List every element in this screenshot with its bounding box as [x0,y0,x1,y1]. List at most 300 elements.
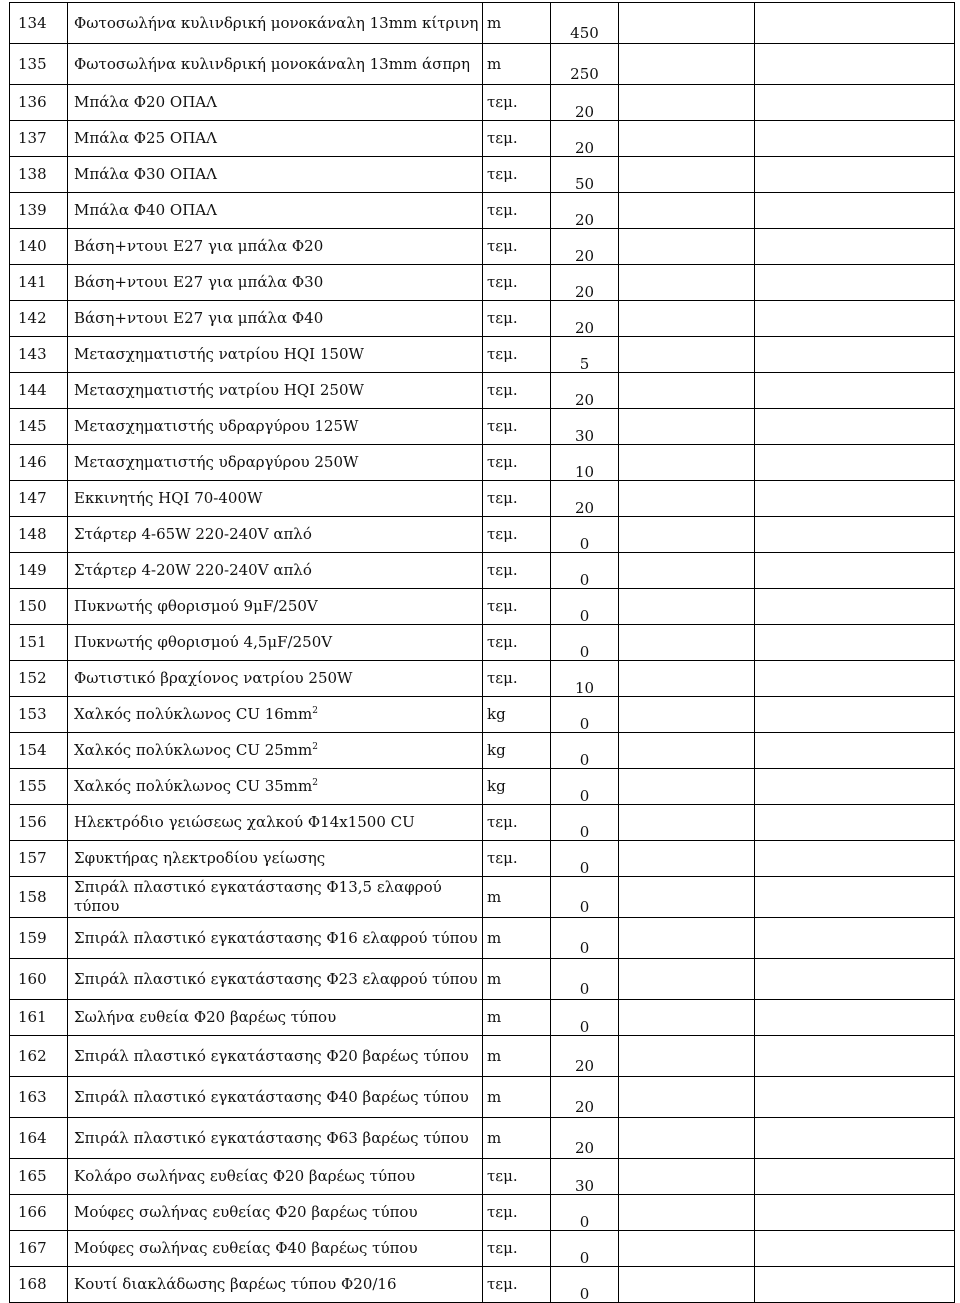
item-description [68,918,483,959]
item-unit: τεμ. [483,517,551,553]
item-description-text: Βάση+ντουι Ε27 για μπάλα Φ40 [74,309,324,327]
empty-cell-unit-price [619,481,755,517]
empty-cell-unit-price [619,1267,755,1303]
item-description [68,1118,483,1159]
row-number: 145 [10,409,68,445]
item-quantity [551,337,619,373]
item-description [68,697,483,733]
item-quantity-value: 10 [574,463,595,481]
item-description-text: Εκκινητής HQI 70-400W [74,489,263,507]
item-unit: τεμ. [483,301,551,337]
item-quantity [551,1000,619,1036]
empty-cell-total [755,265,955,301]
item-description-text: Χαλκός πολύκλωνος CU 25mm [74,741,313,759]
row-number: 166 [10,1195,68,1231]
empty-cell-total [755,121,955,157]
item-description-text: Βάση+ντουι Ε27 για μπάλα Φ30 [74,273,324,291]
item-description-text: Σπιράλ πλαστικό εγκατάστασης Φ20 βαρέως τύπου [74,1046,469,1065]
empty-cell-unit-price [619,3,755,44]
empty-cell-unit-price [619,918,755,959]
item-unit: τεμ. [483,121,551,157]
item-description-text: Ηλεκτρόδιο γειώσεως χαλκού Φ14x1500 CU [74,813,415,831]
item-quantity [551,1267,619,1303]
item-description-text: Μούφες σωλήνας ευθείας Φ20 βαρέως τύπου [74,1203,418,1221]
item-quantity [551,3,619,44]
row-number: 158 [10,877,68,918]
unit-superscript: 2 [312,742,318,752]
item-description [68,1231,483,1267]
item-quantity-value: 20 [574,283,595,301]
item-unit: m [483,877,551,918]
empty-cell-unit-price [619,805,755,841]
item-quantity [551,661,619,697]
item-description-text: Κολάρο σωλήνας ευθείας Φ20 βαρέως τύπου [74,1167,416,1185]
item-quantity-value: 0 [579,938,590,957]
row-number: 151 [10,625,68,661]
empty-cell-unit-price [619,1000,755,1036]
empty-cell-unit-price [619,1118,755,1159]
item-description-text: Κουτί διακλάδωσης βαρέως τύπου Φ20/16 [74,1275,397,1293]
empty-cell-total [755,157,955,193]
item-quantity [551,1231,619,1267]
item-unit: τεμ. [483,409,551,445]
row-number: 160 [10,959,68,1000]
item-unit: kg [483,769,551,805]
item-unit: τεμ. [483,553,551,589]
empty-cell-total [755,44,955,85]
table-row [10,733,955,769]
empty-cell-total [755,445,955,481]
item-unit: m [483,1036,551,1077]
row-number: 137 [10,121,68,157]
item-description [68,661,483,697]
row-number: 140 [10,229,68,265]
item-description [68,1195,483,1231]
item-description [68,481,483,517]
item-quantity [551,373,619,409]
item-unit: τεμ. [483,445,551,481]
item-description-text: Πυκνωτής φθορισμού 9μF/250V [74,597,318,615]
row-number: 136 [10,85,68,121]
table-row [10,337,955,373]
table-row [10,1118,955,1159]
item-unit: kg [483,733,551,769]
table-row [10,121,955,157]
empty-cell-unit-price [619,517,755,553]
item-unit: τεμ. [483,193,551,229]
row-number: 153 [10,697,68,733]
item-description [68,44,483,85]
empty-cell-unit-price [619,877,755,918]
empty-cell-unit-price [619,265,755,301]
item-unit: τεμ. [483,265,551,301]
table-row [10,373,955,409]
empty-cell-total [755,661,955,697]
item-quantity-value: 0 [579,979,590,998]
item-description-text: Στάρτερ 4-65W 220-240V απλό [74,525,312,543]
item-unit: m [483,44,551,85]
row-number: 143 [10,337,68,373]
item-unit: τεμ. [483,661,551,697]
item-quantity [551,265,619,301]
table-row [10,625,955,661]
table-row [10,1231,955,1267]
item-description [68,589,483,625]
item-quantity-value: 0 [579,715,590,733]
table-row [10,1077,955,1118]
item-quantity-value: 0 [579,1285,590,1303]
empty-cell-total [755,918,955,959]
item-description-text: Μπάλα Φ25 ΟΠΑΛ [74,129,217,147]
item-description [68,733,483,769]
item-quantity-value: 250 [570,64,599,83]
item-description-text: Φωτιστικό βραχίονος νατρίου 250W [74,669,353,687]
row-number: 163 [10,1077,68,1118]
item-quantity-value: 30 [574,427,595,445]
item-quantity-value: 0 [579,643,590,661]
empty-cell-total [755,409,955,445]
empty-cell-unit-price [619,337,755,373]
empty-cell-unit-price [619,193,755,229]
item-quantity-value: 0 [579,859,590,877]
empty-cell-total [755,481,955,517]
empty-cell-total [755,301,955,337]
empty-cell-unit-price [619,1077,755,1118]
empty-cell-unit-price [619,769,755,805]
item-quantity-value: 0 [579,535,590,553]
item-unit: m [483,959,551,1000]
empty-cell-unit-price [619,301,755,337]
item-description-text: Χαλκός πολύκλωνος CU 35mm [74,777,313,795]
item-quantity [551,625,619,661]
empty-cell-unit-price [619,121,755,157]
table-row [10,301,955,337]
empty-cell-unit-price [619,589,755,625]
empty-cell-total [755,1118,955,1159]
table-row [10,661,955,697]
table-row [10,265,955,301]
item-quantity [551,1077,619,1118]
item-unit: τεμ. [483,229,551,265]
row-number: 167 [10,1231,68,1267]
item-quantity-value: 20 [574,139,595,157]
row-number: 148 [10,517,68,553]
item-description [68,805,483,841]
item-description [68,517,483,553]
table-row [10,1159,955,1195]
empty-cell-unit-price [619,841,755,877]
item-quantity-value: 450 [570,23,599,42]
item-quantity [551,481,619,517]
empty-cell-total [755,1077,955,1118]
unit-superscript: 2 [312,706,318,716]
item-unit: m [483,1118,551,1159]
empty-cell-unit-price [619,229,755,265]
item-description [68,1159,483,1195]
item-quantity [551,301,619,337]
item-quantity-value: 10 [574,679,595,697]
empty-cell-total [755,697,955,733]
table-row [10,445,955,481]
item-unit: τεμ. [483,337,551,373]
item-quantity-value: 0 [579,751,590,769]
empty-cell-total [755,841,955,877]
item-quantity-value: 0 [579,571,590,589]
item-description-text: Σφυκτήρας ηλεκτροδίου γείωσης [74,849,326,867]
item-unit: τεμ. [483,1195,551,1231]
table-row [10,1195,955,1231]
empty-cell-total [755,1036,955,1077]
item-description-text: Σπιράλ πλαστικό εγκατάστασης Φ16 ελαφρού τύπου [74,928,478,947]
item-description [68,301,483,337]
item-unit: m [483,1000,551,1036]
item-unit: τεμ. [483,805,551,841]
item-quantity-value: 0 [579,1018,590,1036]
empty-cell-total [755,1195,955,1231]
item-quantity [551,1159,619,1195]
table-row [10,481,955,517]
item-quantity [551,805,619,841]
row-number: 152 [10,661,68,697]
empty-cell-unit-price [619,661,755,697]
item-description [68,1077,483,1118]
item-quantity-value: 30 [574,1177,595,1195]
unit-superscript: 2 [312,778,318,788]
item-quantity [551,157,619,193]
empty-cell-unit-price [619,697,755,733]
empty-cell-total [755,625,955,661]
row-number: 149 [10,553,68,589]
empty-cell-total [755,337,955,373]
item-quantity [551,553,619,589]
empty-cell-total [755,553,955,589]
empty-cell-total [755,1267,955,1303]
empty-cell-unit-price [619,85,755,121]
item-quantity-value: 0 [579,823,590,841]
row-number: 164 [10,1118,68,1159]
table-row [10,193,955,229]
empty-cell-total [755,373,955,409]
empty-cell-unit-price [619,959,755,1000]
empty-cell-unit-price [619,409,755,445]
item-unit: τεμ. [483,1159,551,1195]
item-quantity [551,445,619,481]
materials-table [9,2,955,1303]
table-row [10,517,955,553]
empty-cell-total [755,229,955,265]
row-number: 159 [10,918,68,959]
item-quantity-value: 20 [574,499,595,517]
item-description-text: Μπάλα Φ20 ΟΠΑΛ [74,93,217,111]
item-quantity-value: 0 [579,1213,590,1231]
item-quantity [551,959,619,1000]
empty-cell-unit-price [619,625,755,661]
item-quantity-value: 0 [579,897,590,916]
materials-table-body [10,3,955,1303]
item-quantity [551,1036,619,1077]
row-number: 155 [10,769,68,805]
item-description-text: Φωτοσωλήνα κυλινδρική μονοκάναλη 13mm κίτρινη [74,13,479,32]
empty-cell-unit-price [619,157,755,193]
item-description [68,337,483,373]
item-description-text: Μετασχηματιστής υδραργύρου 250W [74,453,359,471]
item-quantity [551,877,619,918]
item-quantity-value: 20 [574,1138,595,1157]
item-unit: kg [483,697,551,733]
empty-cell-unit-price [619,1195,755,1231]
table-row [10,3,955,44]
empty-cell-total [755,877,955,918]
empty-cell-total [755,85,955,121]
row-number: 142 [10,301,68,337]
table-row [10,697,955,733]
item-description-text: Βάση+ντουι Ε27 για μπάλα Φ20 [74,237,324,255]
table-row [10,877,955,918]
table-row [10,1267,955,1303]
item-description-text: Μπάλα Φ30 ΟΠΑΛ [74,165,217,183]
item-quantity-value: 20 [574,319,595,337]
item-description [68,445,483,481]
item-quantity [551,918,619,959]
item-description-text: Στάρτερ 4-20W 220-240V απλό [74,561,312,579]
item-description [68,841,483,877]
item-quantity [551,697,619,733]
item-quantity [551,769,619,805]
item-unit: m [483,3,551,44]
item-description [68,877,483,918]
item-quantity [551,733,619,769]
row-number: 168 [10,1267,68,1303]
item-description [68,121,483,157]
item-unit: τεμ. [483,841,551,877]
item-description-text: Χαλκός πολύκλωνος CU 16mm [74,705,313,723]
item-quantity [551,589,619,625]
item-quantity [551,121,619,157]
table-row [10,841,955,877]
table-row [10,1036,955,1077]
item-quantity-value: 5 [579,355,590,373]
item-quantity-value: 0 [579,787,590,805]
item-description-text: Μετασχηματιστής νατρίου HQI 150W [74,345,364,363]
item-quantity [551,1118,619,1159]
empty-cell-total [755,589,955,625]
item-quantity [551,409,619,445]
item-unit: τεμ. [483,625,551,661]
empty-cell-total [755,959,955,1000]
row-number: 135 [10,44,68,85]
item-description [68,959,483,1000]
row-number: 147 [10,481,68,517]
row-number: 154 [10,733,68,769]
item-unit: m [483,1077,551,1118]
empty-cell-unit-price [619,553,755,589]
empty-cell-total [755,1231,955,1267]
item-description-text: Σπιράλ πλαστικό εγκατάστασης Φ23 ελαφρού τύπου [74,969,478,988]
item-description-text: Πυκνωτής φθορισμού 4,5μF/250V [74,633,333,651]
row-number: 161 [10,1000,68,1036]
item-description [68,85,483,121]
table-row [10,769,955,805]
item-description [68,1267,483,1303]
item-description-text: Σπιράλ πλαστικό εγκατάστασης Φ63 βαρέως τύπου [74,1128,469,1147]
item-unit: τεμ. [483,373,551,409]
item-description [68,769,483,805]
item-description [68,553,483,589]
table-row [10,44,955,85]
table-row [10,589,955,625]
empty-cell-unit-price [619,733,755,769]
row-number: 134 [10,3,68,44]
item-unit: τεμ. [483,85,551,121]
item-description-text: Σπιράλ πλαστικό εγκατάστασης Φ40 βαρέως τύπου [74,1087,469,1106]
row-number: 162 [10,1036,68,1077]
item-description [68,229,483,265]
row-number: 138 [10,157,68,193]
item-description-text: Σπιράλ πλαστικό εγκατάστασης Φ13,5 ελαφρού τύπου [74,878,442,915]
empty-cell-unit-price [619,1159,755,1195]
item-quantity-value: 50 [574,175,595,193]
item-description [68,625,483,661]
item-quantity [551,841,619,877]
row-number: 146 [10,445,68,481]
item-quantity [551,229,619,265]
table-row [10,1000,955,1036]
item-description [68,157,483,193]
empty-cell-total [755,805,955,841]
item-quantity [551,85,619,121]
table-row [10,409,955,445]
item-quantity-value: 20 [574,1097,595,1116]
item-quantity [551,517,619,553]
item-quantity-value: 20 [574,103,595,121]
table-row [10,229,955,265]
item-quantity-value: 20 [574,247,595,265]
empty-cell-total [755,3,955,44]
table-row [10,918,955,959]
row-number: 144 [10,373,68,409]
empty-cell-total [755,1000,955,1036]
row-number: 139 [10,193,68,229]
item-unit: τεμ. [483,1267,551,1303]
row-number: 165 [10,1159,68,1195]
item-unit: τεμ. [483,157,551,193]
empty-cell-total [755,1159,955,1195]
row-number: 156 [10,805,68,841]
empty-cell-unit-price [619,44,755,85]
table-row [10,959,955,1000]
row-number: 157 [10,841,68,877]
item-quantity-value: 0 [579,1249,590,1267]
item-quantity-value: 20 [574,391,595,409]
empty-cell-total [755,769,955,805]
row-number: 141 [10,265,68,301]
item-description-text: Μούφες σωλήνας ευθείας Φ40 βαρέως τύπου [74,1239,418,1257]
empty-cell-unit-price [619,445,755,481]
item-description-text: Μπάλα Φ40 ΟΠΑΛ [74,201,217,219]
row-number: 150 [10,589,68,625]
empty-cell-unit-price [619,373,755,409]
item-description [68,409,483,445]
item-description [68,1036,483,1077]
item-description [68,3,483,44]
item-description [68,373,483,409]
table-row [10,805,955,841]
empty-cell-unit-price [619,1036,755,1077]
item-description [68,265,483,301]
table-row [10,85,955,121]
item-quantity-value: 20 [574,211,595,229]
table-row [10,157,955,193]
